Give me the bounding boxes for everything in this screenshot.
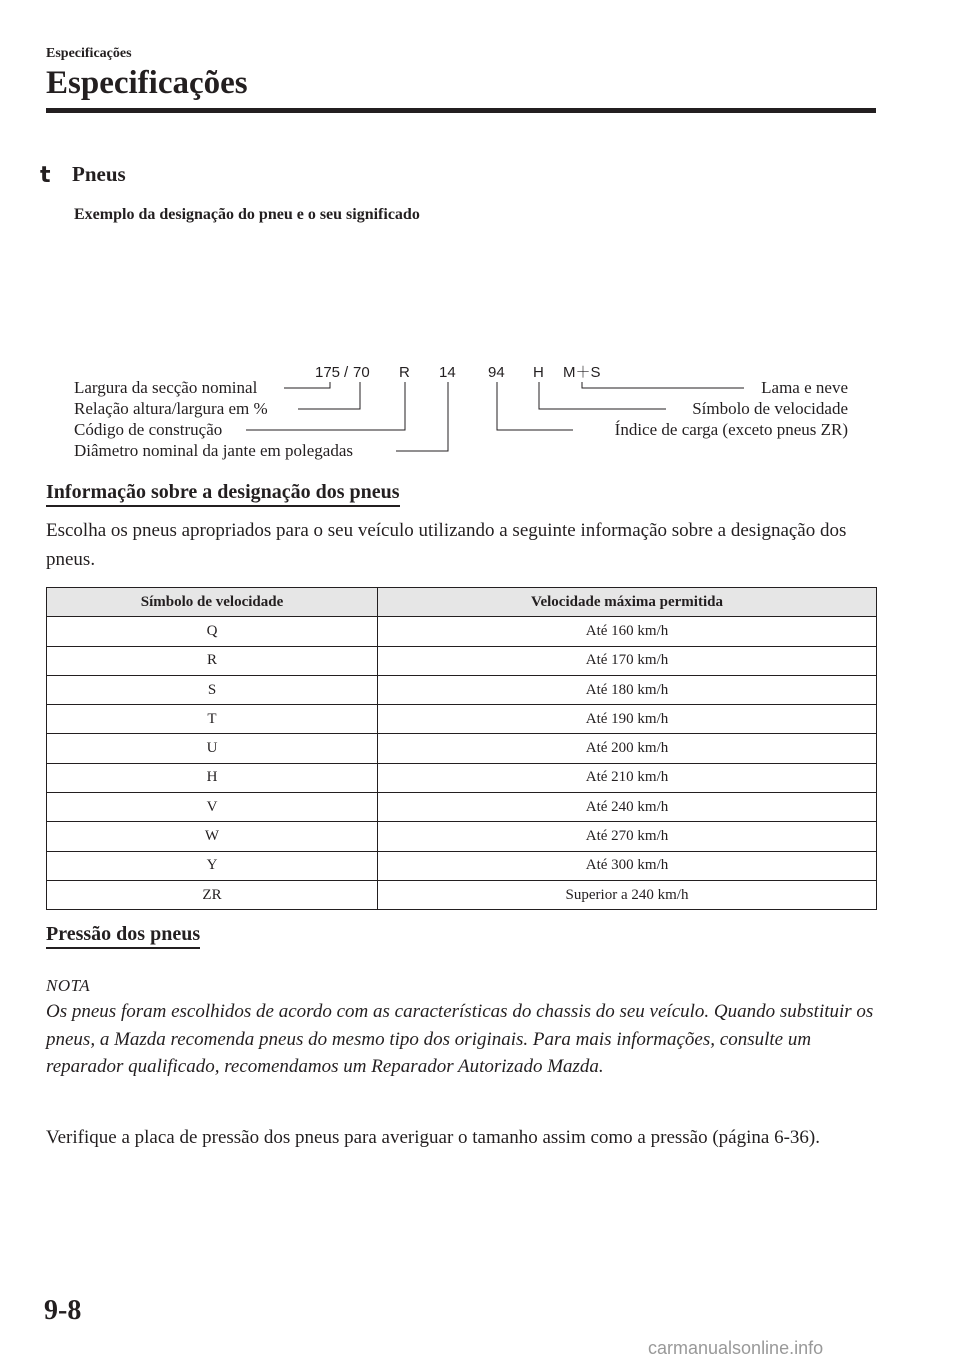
leader-ratio (298, 382, 360, 409)
max-speed-cell: Até 240 km/h (378, 793, 877, 822)
note-text: Os pneus foram escolhidos de acordo com as características do chassis do seu veículo. Quando substituir os pneus, a Mazda recomenda pneus do mesmo tipo dos originais. Para mais informações, consulte um reparador qualificado, recomendamos um Reparador Autorizado Mazda. (46, 1001, 874, 1077)
code-speed: H (533, 364, 544, 381)
speed-symbol-cell: Q (47, 617, 378, 646)
table-row (47, 705, 877, 734)
table-row (47, 851, 877, 880)
note-label: NOTA (46, 976, 91, 995)
table-header-row (47, 588, 877, 617)
code-width: 175 (315, 364, 341, 381)
header-rule (46, 108, 876, 113)
max-speed-cell: Até 200 km/h (378, 734, 877, 763)
max-speed-cell: Até 300 km/h (378, 851, 877, 880)
table-row (47, 675, 877, 704)
speed-symbol-cell: R (47, 646, 378, 675)
code-diameter: 14 (439, 364, 456, 381)
max-speed-cell: Até 190 km/h (378, 705, 877, 734)
tire-designation-diagram (0, 355, 960, 465)
speed-symbol-cell: S (47, 675, 378, 704)
section-title: Pneus (72, 162, 126, 186)
max-speed-cell: Até 270 km/h (378, 822, 877, 851)
max-speed-cell: Até 180 km/h (378, 675, 877, 704)
speed-symbol-cell: H (47, 763, 378, 792)
chapter-title: Especificações (46, 65, 248, 101)
label-mud-snow: Lama e neve (761, 378, 848, 397)
pressure-subheading: Pressão dos pneus (46, 922, 200, 949)
speed-symbol-cell: V (47, 793, 378, 822)
code-slash: / (344, 364, 349, 381)
running-header: Especificações (46, 46, 132, 61)
table-row (47, 822, 877, 851)
speed-symbol-table (46, 587, 877, 910)
table-row (47, 734, 877, 763)
diagram-caption: Exemplo da designação do pneu e o seu significado (74, 206, 420, 223)
speed-symbol-cell: ZR (47, 880, 378, 909)
max-speed-cell: Até 160 km/h (378, 617, 877, 646)
label-aspect-ratio: Relação altura/largura em % (74, 399, 268, 418)
label-section-width: Largura da secção nominal (74, 378, 258, 397)
leader-speed (539, 382, 666, 409)
leader-construction (246, 382, 405, 430)
code-ratio: 70 (353, 364, 370, 381)
table-header-speed-symbol: Símbolo de velocidade (47, 588, 378, 617)
leader-diameter (396, 382, 448, 451)
leader-width (284, 382, 330, 388)
table-row (47, 880, 877, 909)
watermark: carmanualsonline.info (648, 1338, 824, 1358)
label-rim-diameter: Diâmetro nominal da jante em polegadas (74, 441, 353, 460)
table-row (47, 763, 877, 792)
max-speed-cell: Superior a 240 km/h (378, 880, 877, 909)
info-subheading: Informação sobre a designação dos pneus (46, 480, 400, 507)
code-construction: R (399, 364, 410, 381)
code-load: 94 (488, 364, 505, 381)
speed-symbol-cell: T (47, 705, 378, 734)
label-construction: Código de construção (74, 420, 223, 439)
table-header-max-speed: Velocidade máxima permitida (378, 588, 877, 617)
table-row (47, 646, 877, 675)
page-number: 9-8 (44, 1295, 82, 1326)
label-speed-symbol: Símbolo de velocidade (692, 399, 848, 418)
max-speed-cell: Até 210 km/h (378, 763, 877, 792)
leader-mud-snow (582, 382, 744, 388)
table-row (47, 793, 877, 822)
leader-load (497, 382, 573, 430)
pressure-verify-text: Verifique a placa de pressão dos pneus para averiguar o tamanho assim como a pressão (página 6-36). (46, 1127, 820, 1148)
speed-symbol-cell: U (47, 734, 378, 763)
table-row (47, 617, 877, 646)
speed-symbol-cell: W (47, 822, 378, 851)
info-intro: Escolha os pneus apropriados para o seu veículo utilizando a seguinte informação sobre a designação dos pneus. (46, 520, 847, 570)
max-speed-cell: Até 170 km/h (378, 646, 877, 675)
section-marker-icon: t (40, 163, 51, 188)
speed-symbol-cell: Y (47, 851, 378, 880)
code-mud-snow: M＋S (563, 364, 601, 381)
label-load-index: Índice de carga (exceto pneus ZR) (614, 420, 848, 439)
